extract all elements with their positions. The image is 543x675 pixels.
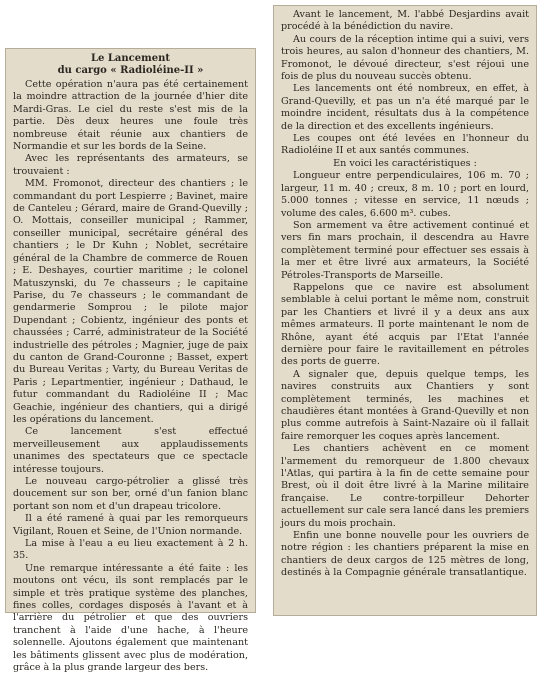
paragraph: Les lancements ont été nombreux, en effet, à Grand-Quevilly, et pas un n'a été marqué par le moindre incident, résultats dus à la compétence de la direction et des excellents ingénieurs.: [281, 83, 529, 132]
paragraph: Une remarque intéressante a été faite : les moutons ont vécu, ils sont remplacés par le simple et très pratique système des planches, fines colles, cordages disposés à l'avant et à l'arrière du pétrolier et que des ouvriers tranchent à l'aide d'une hache, à l'heure solennelle. Ajoutons également que maintenant les bâtiments glissent avec plus de modération, grâce à la plus grande largeur des bers.: [13, 562, 248, 674]
paragraph: Au cours de la réception intime qui a suivi, vers trois heures, au salon d'honneur des chantiers, M. Fromonot, le dévoué directeur, s'est réjoui une fois de plus du nouveau succès obtenu.: [281, 33, 529, 83]
paragraph: Cette opération n'aura pas été certainement la moindre attraction de la journée d'hier dite Mardi-Gras. Le ciel du reste s'est mis de la partie. Dès deux heures une foule très nombreuse était réunie aux chantiers de Normandie et sur les bords de la Seine.: [13, 79, 248, 153]
article-column-right: [273, 5, 537, 616]
paragraph: La mise à l'eau a eu lieu exactement à 2 h. 35.: [13, 538, 248, 562]
paragraph: Avant le lancement, M. l'abbé Desjardins avait procédé à la bénédiction du navire.: [281, 9, 529, 33]
paragraph: Avec les représentants des armateurs, se trouvaient :: [13, 153, 248, 177]
paragraph: Les coupes ont été levées en l'honneur du Radioléine II et aux santés communes.: [281, 133, 529, 157]
paragraph: Ce lancement s'est effectué merveilleusement aux applaudissements unanimes des spectateurs que ce spectacle intéresse toujours.: [13, 426, 248, 475]
paragraph: Son armement va être activement continué et vers fin mars prochain, il descendra au Havre complètement terminé pour effectuer ses essais à la mer et être livré aux armateurs, la Société Pétroles-Transports de Marseille.: [281, 219, 529, 281]
article-subtitle: du cargo « Radioléine-II »: [57, 65, 204, 76]
article-title: Le Lancement: [91, 53, 170, 64]
characteristics-heading: En voici les caractéristiques :: [333, 157, 477, 169]
article-column-left: [5, 48, 256, 674]
paragraph: Il a été ramené à quai par les remorqueurs Vigilant, Rouen et Seine, de l'Union normande.: [13, 513, 248, 537]
paragraph: Les chantiers achèvent en ce moment l'armement du remorqueur de 1.800 chevaux l'Atlas, qui partira à la fin de cette semaine pour Brest, où il doit être livré à la Marine militaire française. Le contre-torpilleur Dehorter actuellement sur cale sera lancé dans les premiers jours du mois prochain.: [281, 443, 529, 529]
paragraph: Le nouveau cargo-pétrolier a glissé très doucement sur son ber, orné d'un fanion blanc portant son nom et d'un drapeau tricolore.: [13, 476, 248, 512]
paragraph: MM. Fromonot, directeur des chantiers ; le commandant du port Lespierre ; Bavinet, maire de Canteleu ; Gérard, maire de Grand-Quevilly ; O. Mottais, conseiller municipal ; Rammer, conseiller municipal, secrétaire général des chantiers ; le Dr Kuhn ; Noblet, secrétaire général de la Chambre de commerce de Rouen ; E. Deshayes, courtier maritime ; le colonel Matuszynski, du 7e chasseurs ; le capitaine Parise, du 7e chasseurs ; le commandant de gendarmerie Somprou ; le pilote major Dupendant ; Cobientz, ingénieur des ponts et chaussées ; Carré, administrateur de la Société industrielle des pétroles ; Magnier, juge de paix du canton de Grand-Couronne ; Basset, expert du Bureau Veritas ; Varty, du Bureau Veritas de Paris ; Lepartmentier, ingénieur ; Dathaud, le futur commandant du Radioléine II ; Mac Geachie, ingénieur des chantiers, qui a dirigé les opérations du lancement.: [13, 178, 248, 425]
paragraph: Enfin une bonne nouvelle pour les ouvriers de notre région : les chantiers préparent la mise en chantiers de deux cargos de 125 mètres de long, destinés à la Compagnie générale transatlantique.: [281, 530, 529, 579]
characteristics-text: Longueur entre perpendiculaires, 106 m. 70 ; largeur, 11 m. 40 ; creux, 8 m. 10 ; port en lourd, 5.000 tonnes ; vitesse en service, 11 nœuds ; volume des cales, 6.600 m³. cubes.: [281, 170, 529, 219]
paragraph: A signaler que, depuis quelque temps, les navires construits aux Chantiers y sont complètement terminés, les machines et chaudières étant montées à Grand-Quevilly et non plus comme autrefois à Saint-Nazaire où il fallait faire remorquer les coques après lancement.: [281, 368, 529, 442]
paragraph: Rappelons que ce navire est absolument semblable à celui portant le même nom, construit par les Chantiers et livré il y a deux ans aux mêmes armateurs. Il porte maintenant le nom de Rhône, ayant été acquis par l'Etat l'année dernière pour faire le ravitaillement en pétroles des ports de guerre.: [281, 281, 529, 368]
